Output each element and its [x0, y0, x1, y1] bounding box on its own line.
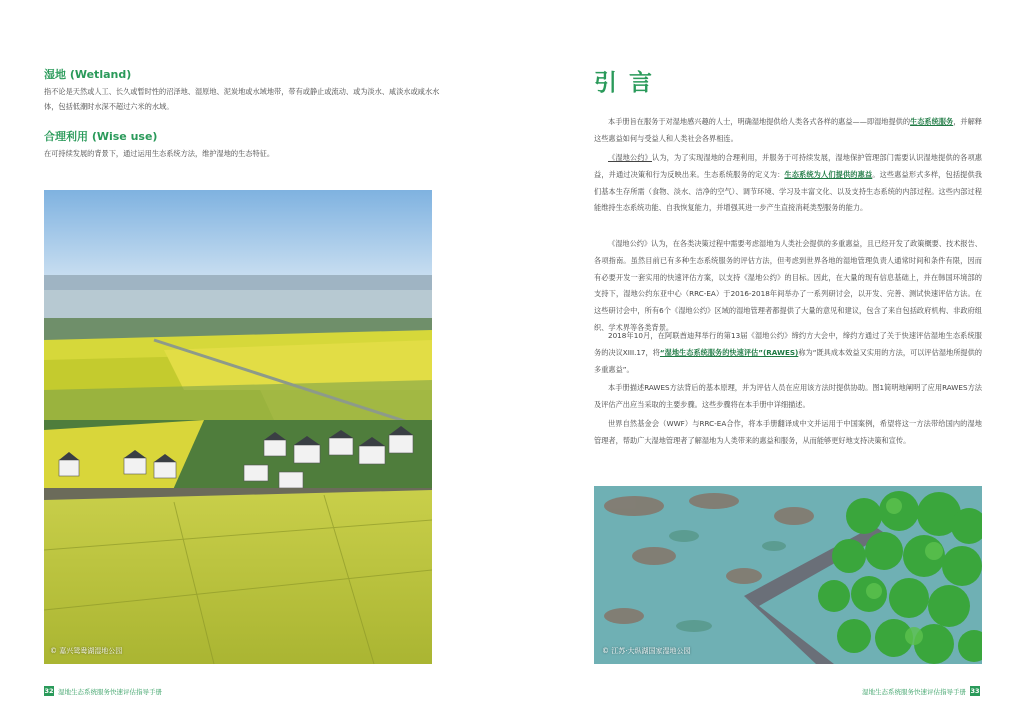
p2-text-d: 。这些惠益形式多样，包括提供我们基本生存所需（食物、淡水、洁净的空气）、调节环境、学习及丰富文化、以及支持生态系统的内部过程。这些内部过程能维持生态系统功能、自我恢复能力，并增强其进一步产生直接消耗类型服务的能力。: [594, 169, 982, 213]
right-footer-text: 湿地生态系统服务快速评估指导手册: [862, 687, 966, 696]
intro-paragraph-2: [594, 150, 982, 217]
p4-highlight: “湿地生态系统服务的快速评估”(RAWES): [659, 347, 799, 357]
p1-highlight: 生态系统服务: [910, 117, 954, 126]
left-footer-text: 湿地生态系统服务快速评估指导手册: [58, 687, 162, 696]
p2-highlight: 生态系统为人们提供的惠益: [784, 169, 873, 179]
intro-paragraph-4: [594, 328, 982, 378]
p1-text-c: ，并解释这些惠益如何与受益人和人类社会各界相连。: [594, 117, 982, 143]
intro-paragraph-3: 《湿地公约》认为，在各类决策过程中需要考虑湿地为人类社会提供的多重惠益，且已经开发了政策概要、技术报告、各项指南。虽然目前已有多种生态系统服务的评估方法，但考虑到世界各地的湿地管理负责人通常时间和条件有限，因而有必要开发一套实用的快速评估方案，以支持《湿地公约》的目标。因此，在大量的现有信息基础上，并在韩国环境部的支持下，湿地公约东亚中心（RRC-EA）于2016-2018年间举办了一系列研讨会，以开发、完善、测试快速评估方法。在这些研讨会中，所有6个《湿地公约》区域的湿地管理者都提供了大量的意见和建议，包含了来自包括政府机构、非政府组织、学术界等各类背景。: [594, 239, 982, 332]
intro-paragraph-1: [594, 114, 982, 148]
p2-text-b: 认为，为了实现湿地的合理利用，并服务于可持续发展，湿地保护管理部门需要认识湿地提供的各项惠益，并通过决策和行为反映出来。生态系统服务的定义为：: [594, 153, 982, 179]
wetland-term-title: 湿地 (Wetland): [44, 68, 132, 81]
rapeseed-village-photo: [44, 190, 432, 664]
wiseuse-term-definition: 在可持续发展的背景下，通过运用生态系统方法，维护湿地的生态特征。: [44, 149, 275, 158]
p4-text-a: 2018年10月，在阿联酋迪拜举行的第13届《湿地公约》缔约方大会中，缔约方通过了关于快速评估湿地生态系统服务的决议XIII.17，将: [594, 331, 982, 357]
wiseuse-term-title: 合理利用 (Wise use): [44, 130, 158, 143]
left-footer: [44, 686, 162, 696]
right-page-number: 33: [970, 687, 980, 695]
p1-text-a: 本手册旨在服务于对湿地感兴趣的人士，明确湿地提供给人类各式各样的惠益——即湿地提供的: [608, 117, 911, 126]
intro-paragraph-5: 本手册描述RAWES方法背后的基本原理，并为评估人员在应用该方法时提供协助。图1简明地阐明了应用RAWES方法及评估产出应当采取的主要步骤。这些步骤将在本手册中详细描述。: [594, 383, 982, 409]
section-heading: 引言: [594, 70, 664, 96]
wetland-term-definition: 指不论是天然或人工、长久或暂时性的沼泽地、湿原地、泥炭地或水域地带，带有或静止或流动、或为淡水、咸淡水或咸水水体，包括低潮时水深不超过六米的水域。: [44, 87, 440, 111]
left-page-number: 32: [44, 687, 54, 695]
wetland-boardwalk-photo: [594, 486, 982, 664]
right-footer: [862, 686, 980, 696]
right-page: [512, 0, 1024, 728]
right-photo-caption: © 江苏·大纵湖国家湿地公园: [602, 647, 691, 655]
p4-text-c: 称为“既具成本效益又实用的方法，可以评估湿地所提供的多重惠益”。: [594, 347, 982, 374]
p2-convention: 《湿地公约》: [608, 153, 653, 162]
intro-paragraph-6: 世界自然基金会（WWF）与RRC-EA合作，将本手册翻译成中文并运用于中国案例，希望将这一方法带给国内的湿地管理者，帮助广大湿地管理者了解湿地为人类带来的惠益和服务，从而能够更好地支持决策和宣传。: [594, 419, 982, 445]
left-photo-caption: © 嘉兴鸳鸯湖湿地公园: [50, 647, 123, 655]
